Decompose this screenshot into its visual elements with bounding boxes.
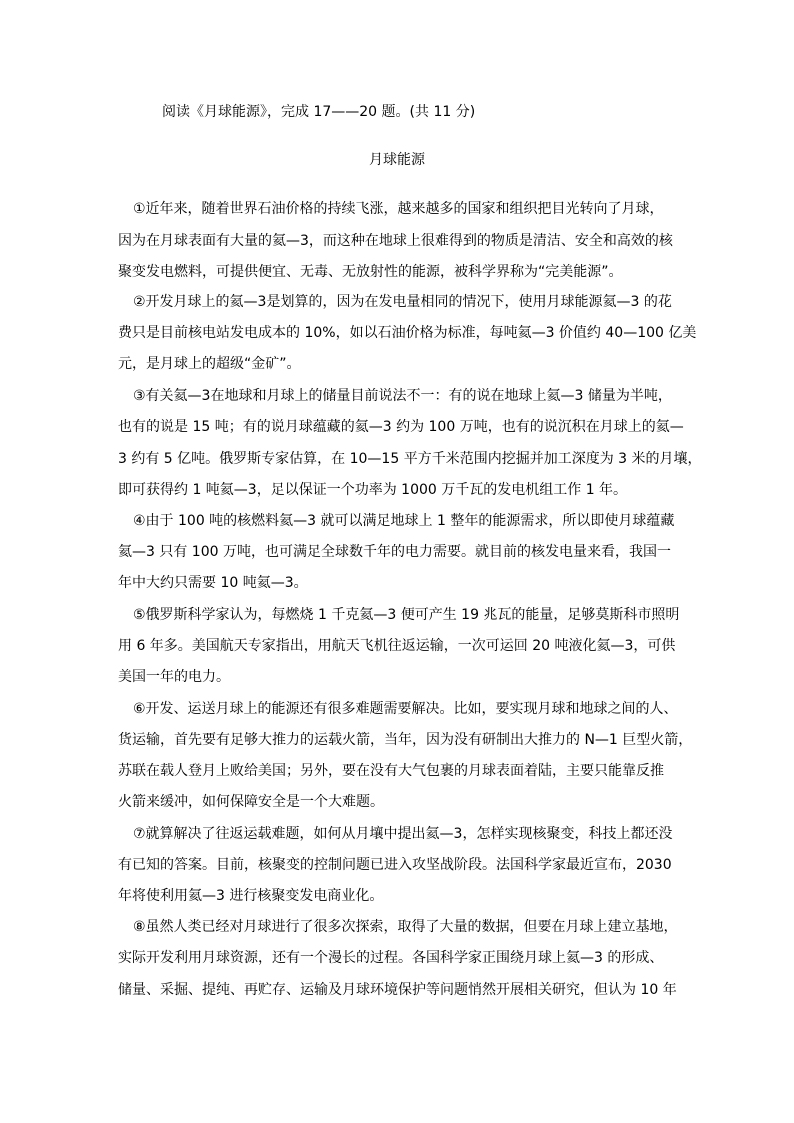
paragraph-2-line-2: 费只是目前核电站发电成本的 10%，如以石油价格为标准，每吨氦—3 价值约 40—100 亿美 — [118, 325, 697, 341]
paragraph-1-line-2: 因为在月球表面有大量的氦—3，而这种在地球上很难得到的物质是清洁、安全和高效的核 — [118, 233, 673, 249]
paragraph-2-line-1: ②开发月球上的氦—3是划算的，因为在发电量相同的情况下，使用月球能源氦—3 的花 — [133, 294, 672, 310]
paragraph-6-line-3: 苏联在载人登月上败给美国；另外，要在没有大气包裹的月球表面着陆，主要只能靠反推 — [118, 763, 664, 779]
paragraph-7-line-3: 年将使利用氦—3 进行核聚变发电商业化。 — [118, 888, 384, 904]
paragraph-7-line-1: ⑦就算解决了往返运载难题，如何从月壤中提出氦—3，怎样实现核聚变，科技上都还没 — [133, 826, 673, 842]
paragraph-2-line-3: 元，是月球上的超级“金矿”。 — [118, 356, 301, 372]
paragraph-7-line-2: 有已知的答案。目前，核聚变的控制问题已进入攻坚战阶段。法国科学家最近宣布，2030 — [118, 857, 672, 873]
paragraph-6-line-2: 货运输，首先要有足够大推力的运载火箭，当年，因为没有研制出大推力的 N—1 巨型火箭， — [118, 732, 693, 748]
paragraph-6-line-1: ⑥开发、运送月球上的能源还有很多难题需要解决。比如，要实现月球和地球之间的人、 — [133, 701, 678, 717]
paragraph-5-line-1: ⑤俄罗斯科学家认为，每燃烧 1 千克氦—3 便可产生 19 兆瓦的能量，足够莫斯科市照明 — [133, 607, 680, 623]
paragraph-3-line-2: 也有的说是 15 吨；有的说月球蕴藏的氦—3 约为 100 万吨，也有的说沉积在月球上的氦— — [118, 419, 684, 435]
paragraph-8-line-2: 实际开发利用月球资源，还有一个漫长的过程。各国科学家正围绕月球上氦—3 的形成、 — [118, 950, 664, 966]
paragraph-8-line-3: 储量、采掘、提纯、再贮存、运输及月球环境保护等问题悄然开展相关研究，但认为 10 年 — [118, 982, 677, 998]
paragraph-6-line-4: 火箭来缓冲，如何保障安全是一个大难题。 — [118, 794, 384, 810]
article-title: 月球能源 — [369, 152, 425, 168]
paragraph-8-line-1: ⑧虽然人类已经对月球进行了很多次探索，取得了大量的数据，但要在月球上建立基地， — [133, 919, 678, 935]
paragraph-1-line-1: ①近年来，随着世界石油价格的持续飞涨，越来越多的国家和组织把目光转向了月球， — [133, 201, 664, 217]
paragraph-1-line-3: 聚变发电燃料，可提供便宜、无毒、无放射性的能源，被科学界称为“完美能源”。 — [118, 264, 623, 280]
reading-instruction: 阅读《月球能源》，完成 17——20 题。(共 11 分) — [162, 104, 476, 120]
paragraph-5-line-3: 美国一年的电力。 — [118, 669, 230, 685]
paragraph-3-line-1: ③有关氦—3在地球和月球上的储量目前说法不一：有的说在地球上氦—3 储量为半吨， — [133, 388, 672, 404]
paragraph-3-line-3: 3 约有 5 亿吨。俄罗斯专家估算，在 10—15 平方千米范围内挖掘并加工深度为 3 米的月壤， — [118, 451, 702, 467]
paragraph-3-line-4: 即可获得约 1 吨氦—3，足以保证一个功率为 1000 万千瓦的发电机组工作 1 年。 — [118, 482, 628, 498]
paragraph-4-line-1: ④由于 100 吨的核燃料氦—3 就可以满足地球上 1 整年的能源需求，所以即使月球蕴藏 — [133, 513, 675, 529]
paragraph-5-line-2: 用 6 年多。美国航天专家指出，用航天飞机往返运输，一次可运回 20 吨液化氦—3，可供 — [118, 638, 676, 654]
paragraph-4-line-3: 年中大约只需要 10 吨氦—3。 — [118, 575, 308, 591]
paragraph-4-line-2: 氦—3 只有 100 万吨，也可满足全球数千年的电力需要。就目前的核发电量来看，我国一 — [118, 544, 671, 560]
